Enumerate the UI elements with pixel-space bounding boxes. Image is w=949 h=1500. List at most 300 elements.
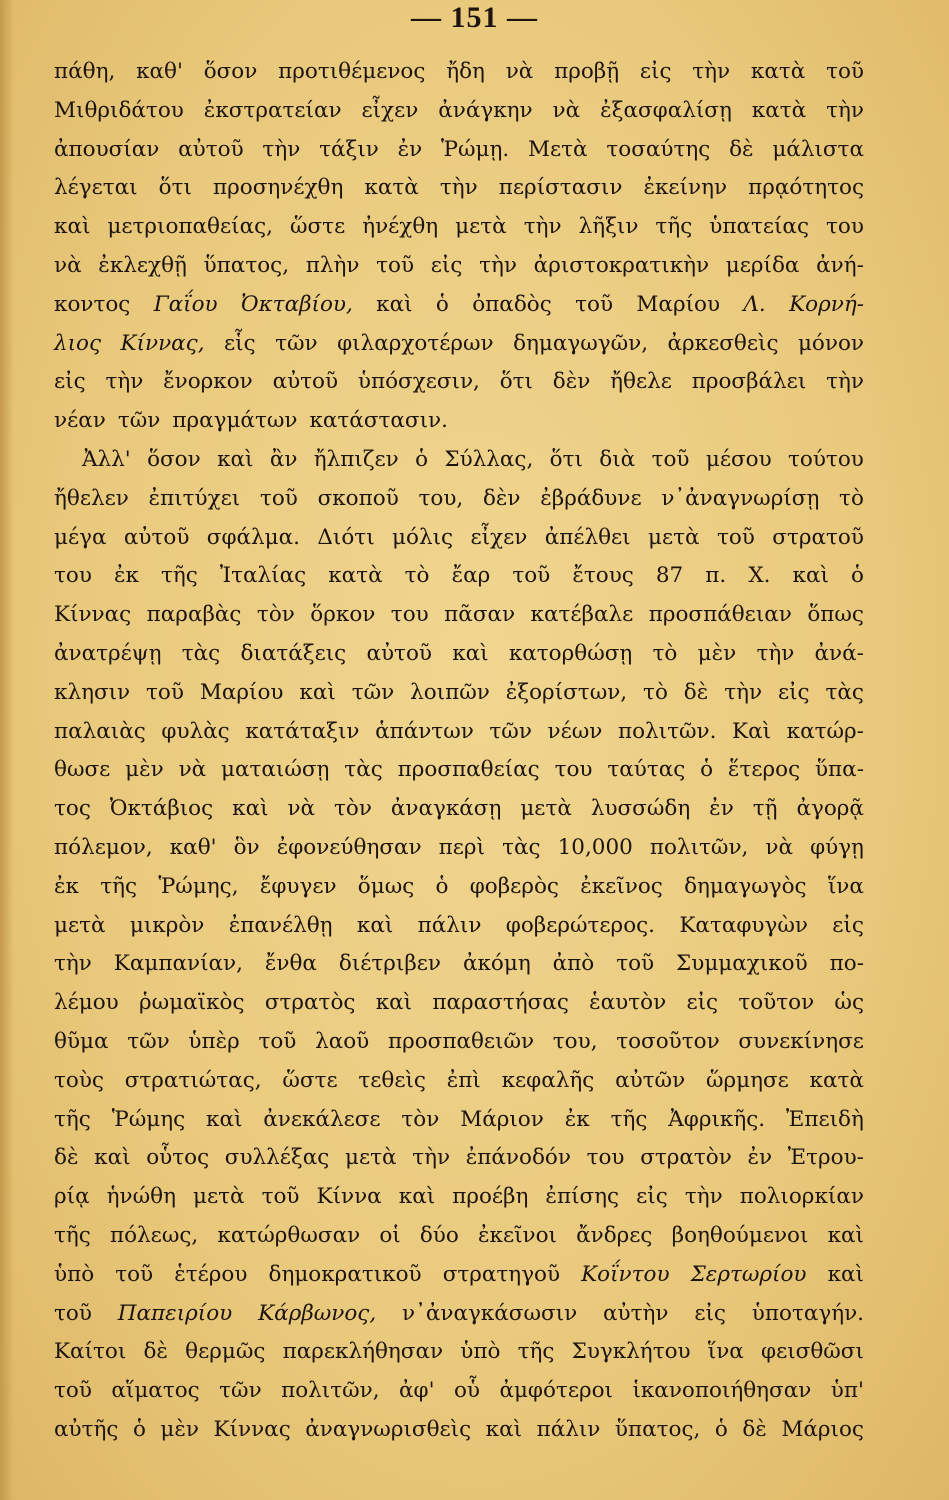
word: ὁ [435, 873, 449, 899]
text-line [54, 519, 864, 558]
text-line [54, 1372, 864, 1411]
word: μόλις [392, 524, 454, 550]
page-number: — 151 — [411, 1, 538, 34]
word: εἰς [430, 252, 463, 278]
word: τῶν [127, 1028, 170, 1054]
word: κατὰ [809, 1067, 864, 1093]
text-line [54, 286, 864, 325]
word: μετριοπαθείας, [107, 214, 273, 240]
text-line [54, 907, 864, 946]
word: ἔτους [572, 563, 634, 589]
word: μέγα [54, 524, 107, 550]
word: λυσσώδη [590, 796, 691, 822]
word: Ἀλλ' [82, 446, 131, 472]
word: ἐν [709, 796, 734, 822]
word: ἐκ [564, 1106, 590, 1132]
word: καὶ [356, 912, 394, 938]
word: μέσου [705, 446, 772, 472]
word: ἀναγνωρισθεὶς [305, 1416, 472, 1442]
text-line [54, 1101, 864, 1140]
word: εἷς [224, 330, 256, 356]
word: ὑπὸ [54, 1261, 95, 1287]
word: του, [418, 485, 464, 511]
word: τὸ [839, 485, 864, 511]
word: Μαρίου [636, 291, 721, 317]
word: τοσοῦτον [616, 1028, 720, 1054]
word: καὶ [485, 1416, 523, 1442]
word: πάλιν [536, 1416, 601, 1442]
word: κατὰ [328, 563, 383, 589]
word: τοῦ [54, 1300, 92, 1326]
word: τὴν [826, 369, 864, 395]
text-line [54, 635, 864, 674]
word: ἀγορᾷ [796, 796, 864, 822]
word: σκοποῦ [317, 485, 399, 511]
word: Χ. [748, 563, 771, 589]
word: τοῦ [826, 59, 864, 84]
word: Κοΐντου [581, 1261, 670, 1287]
word: διέτριβεν [338, 951, 442, 977]
word: Συμμαχικοῦ [676, 951, 808, 977]
word: ἐκεῖνος [580, 873, 663, 899]
word: Κορνή- [789, 291, 864, 317]
word: καὶ [54, 214, 91, 240]
word: του [54, 563, 92, 589]
word: νὰ [552, 97, 581, 123]
word: ἠνέχθη [362, 214, 439, 240]
word: αὐτοῦ [123, 524, 190, 550]
word: μὲν [697, 640, 737, 666]
word: μετὰ [345, 1145, 397, 1171]
word: π. [705, 563, 727, 589]
word: Συγκλήτου [571, 1339, 691, 1365]
word: τῇ [752, 796, 778, 822]
word: προτιθέμενος [278, 59, 426, 84]
word: ἐπάνοδόν [465, 1145, 571, 1171]
word: κατέβαλε [530, 602, 634, 628]
word: ὅσον [203, 59, 258, 84]
word: ἐπιτύχει [148, 485, 241, 511]
word: θωσε [54, 757, 111, 783]
word: τοσαύτης [606, 136, 711, 162]
word: Γαΐου [153, 291, 218, 317]
word: κατὰ [751, 97, 807, 123]
word: ὥρμησε [705, 1067, 789, 1093]
word: ὁ [700, 757, 714, 783]
word: ὁ [850, 563, 864, 589]
word: τῶν [275, 330, 318, 356]
text-line [54, 325, 864, 364]
word: συνεκίνησε [738, 1028, 864, 1054]
word: ἀφ' [399, 1378, 435, 1404]
word: Κίννα [316, 1184, 382, 1210]
text-line [54, 1217, 864, 1256]
word: τὴν [105, 369, 144, 395]
word: θερμῶς [185, 1339, 266, 1365]
word: ἑτέρου [174, 1261, 248, 1287]
word: ὑποταγήν. [751, 1300, 864, 1326]
word: τὰς [181, 640, 221, 666]
word: Διότι [317, 524, 375, 550]
word: οὗ [453, 1378, 480, 1404]
word: καὶ [217, 446, 254, 472]
word: καὶ [376, 291, 413, 317]
word: φύγῃ [810, 834, 864, 860]
word: λῆξιν [578, 214, 639, 240]
word: Ῥώμῃ. [441, 136, 510, 162]
word: τοῦ [512, 563, 551, 589]
word: ἄνδρες [576, 1222, 653, 1248]
word: τὴν [692, 59, 731, 84]
word: ν᾽ἀναγκάσωσιν [402, 1300, 578, 1326]
word: εἰς [686, 990, 719, 1016]
word: τὰς [825, 679, 864, 705]
word: αὐτῆς [54, 1416, 119, 1442]
word: δημοκρατικοῦ [268, 1261, 422, 1287]
text-line [54, 1178, 864, 1217]
word: προέβη [452, 1184, 529, 1210]
word: Μιθριδάτου [54, 97, 184, 123]
text-line [54, 1295, 864, 1334]
word: τῆς [610, 1106, 648, 1132]
word: ἀριστοκρατικὴν [533, 252, 710, 278]
word: τὴν [262, 136, 301, 162]
text-line [54, 984, 864, 1023]
word: ἀπουσίαν [54, 136, 160, 162]
word: πολιτῶν. [617, 718, 717, 744]
word: μετὰ [648, 524, 700, 550]
word: τὸν [334, 796, 372, 822]
word: Ἀφρικῆς. [668, 1106, 766, 1132]
word: μάλιστα [772, 136, 864, 162]
word: ἐκεῖνοι [477, 1222, 557, 1248]
word: τὴν [54, 951, 92, 977]
word: καθ' [169, 834, 217, 860]
word: ἕτερος [727, 757, 801, 783]
word: κατορθώσῃ [508, 640, 633, 666]
text-line [54, 53, 864, 92]
word: ὥστε [289, 214, 346, 240]
word: τὸ [404, 563, 430, 589]
word: τῆς [100, 873, 138, 899]
word: Καίτοι [54, 1339, 127, 1365]
word: ἐβράδυνε [540, 485, 642, 511]
word: τῶν [219, 1378, 262, 1404]
word: τοῦτον [738, 990, 815, 1016]
word: ὡς [834, 990, 864, 1016]
word: του [826, 214, 864, 240]
word: Κάρβωνος, [258, 1300, 377, 1326]
word: Σύλλας, [444, 446, 534, 472]
word: δύο [419, 1222, 459, 1248]
word: ὅπως [807, 602, 864, 628]
word: τὴν [756, 640, 795, 666]
text-line [54, 1139, 864, 1178]
word: λέγεται [54, 175, 138, 201]
word: τοῦ [146, 679, 184, 705]
word: ἤθελεν [54, 485, 129, 511]
word: φεισθῶσι [761, 1339, 864, 1365]
word: κοντος [54, 291, 131, 317]
word: Κίννας [213, 1416, 291, 1442]
word: προσπαθειῶν [387, 1028, 535, 1054]
word: εἰς [54, 369, 86, 395]
word: ἔφυγεν [259, 873, 337, 899]
word: ἤδη [446, 59, 485, 84]
word: Σερτωρίου [690, 1261, 807, 1287]
word: ἔνορκον [163, 369, 253, 395]
word: Ἐτρου- [787, 1145, 864, 1171]
word: ἐκστρατείαν [203, 97, 342, 123]
word: τάξιν [319, 136, 379, 162]
word: ἐφονεύθησαν [276, 834, 422, 860]
word: ὅτι [549, 446, 583, 472]
word: τοῦ [616, 951, 655, 977]
word: στρατοῦ [772, 524, 864, 550]
word: καθ' [136, 59, 183, 84]
word: ὁ [132, 1416, 146, 1442]
text-line [54, 1062, 864, 1101]
word: δὲ [729, 136, 754, 162]
word: τοὺς [54, 1067, 104, 1093]
word: τῆς [655, 214, 693, 240]
word: καὶ [452, 640, 489, 666]
word: του [554, 757, 593, 783]
word: καὶ [398, 1184, 436, 1210]
word: περὶ [438, 834, 485, 860]
word: νέαν [54, 408, 106, 434]
word: ἐκ [113, 563, 139, 589]
word: ὅρκον [310, 602, 376, 628]
word: τὴν [479, 252, 517, 278]
text-line [54, 751, 864, 790]
word: ἐκείνην [643, 175, 728, 201]
body-text [54, 53, 864, 1450]
word: ὑπατείας [709, 214, 809, 240]
word: κατώρ- [786, 718, 864, 744]
word: τὰς [344, 757, 383, 783]
word: εἶχεν [470, 524, 528, 550]
word: τῆς [54, 1106, 91, 1132]
word: ῥωμαϊκὸς [139, 990, 245, 1016]
word: Ἐπειδὴ [786, 1106, 864, 1132]
word: πᾶσαν [444, 602, 516, 628]
text-line [54, 1411, 864, 1450]
word: δὲν [552, 369, 591, 395]
word: κατὰ [364, 175, 419, 201]
word: ἐν [747, 1145, 773, 1171]
word: Καὶ [732, 718, 772, 744]
word: νὰ [505, 59, 534, 84]
word: φοβερώτερος. [505, 912, 656, 938]
word: προσηνέχθη [213, 175, 344, 201]
word: τούτου [788, 446, 864, 472]
word: προβῇ [554, 59, 620, 84]
word: τοῦ [716, 524, 755, 550]
word: αὐτῶν [615, 1067, 686, 1093]
word: ὀπαδὸς [472, 291, 552, 317]
word: τοῦ [54, 1378, 92, 1404]
word: κατώρθωσαν [217, 1222, 361, 1248]
word: περίστασιν [498, 175, 623, 201]
word: δὲ [683, 679, 709, 705]
word: Λ. [743, 291, 766, 317]
word: διὰ [599, 446, 636, 472]
word: ἀπὸ [552, 951, 595, 977]
word: προσπαθείας [397, 757, 540, 783]
word: καὶ [827, 1261, 864, 1287]
word: ἀκόμη [462, 951, 531, 977]
word: ὁ [714, 1416, 728, 1442]
page-edge-shadow [0, 0, 14, 1500]
text-line [54, 596, 864, 635]
word: αὐτὴν [603, 1300, 669, 1326]
text-line [54, 1023, 864, 1062]
word: Καταφυγὼν [679, 912, 808, 938]
word: τῶν [351, 679, 395, 705]
word: ἀνατρέψῃ [54, 640, 162, 666]
word: τῆς [161, 563, 198, 589]
word: αἵματος [111, 1378, 200, 1404]
word: ἐξορίστων, [505, 679, 628, 705]
word: διατάξεις [240, 640, 347, 666]
word: πολιτῶν, [281, 1378, 380, 1404]
word: τος [54, 796, 91, 822]
word: ὕπα- [814, 757, 864, 783]
word: ἐκλεχθῇ [98, 252, 187, 278]
word: ἐπίσης [545, 1184, 620, 1210]
word: βοηθούμενοι [671, 1222, 809, 1248]
word: παρεκλήθησαν [282, 1339, 444, 1365]
word: ἂν [269, 446, 298, 472]
text-line [54, 402, 864, 441]
word: τῶν [117, 408, 161, 434]
word: μετὰ [520, 796, 572, 822]
word: ἤθελε [610, 369, 672, 395]
word: πάλιν [417, 912, 482, 938]
word: Κίννας, [120, 330, 205, 356]
word: τὴν [826, 97, 864, 123]
word: ἐν [397, 136, 423, 162]
word: εἰς [694, 1300, 726, 1326]
word: εἶχεν [361, 97, 419, 123]
word: πόλεως, [109, 1222, 199, 1248]
word: τῆς [517, 1339, 555, 1365]
word: ταύτας [607, 757, 686, 783]
word: νὰ [54, 252, 82, 278]
word: παραβὰς [146, 602, 242, 628]
word: ὁ [415, 446, 429, 472]
word: Ἰταλίας [219, 563, 307, 589]
text-line [54, 208, 864, 247]
word: οἱ [379, 1222, 401, 1248]
word: αὐτοῦ [366, 640, 432, 666]
word: ἀρκεσθεὶς [667, 330, 779, 356]
word: μὲν [160, 1416, 200, 1442]
word: λιος [54, 330, 102, 356]
word: αὐτοῦ [272, 369, 339, 395]
word: ἐπὶ [446, 1067, 481, 1093]
word: προσβάλει [691, 369, 807, 395]
text-line [54, 169, 864, 208]
word: ὃν [233, 834, 260, 860]
word: ἡνώθη [106, 1184, 176, 1210]
word: μικρὸν [129, 912, 205, 938]
text-line [54, 868, 864, 907]
word: ἐκ [54, 873, 79, 899]
word: τοῦ [258, 1028, 297, 1054]
word: ὅτι [499, 369, 533, 395]
word: τὴν [523, 214, 562, 240]
word: Μετὰ [528, 136, 588, 162]
word: φοβερὸς [469, 873, 559, 899]
word: ἀνεκάλεσε [263, 1106, 381, 1132]
word: στρατὸς [264, 990, 356, 1016]
word: τῆς [54, 1222, 91, 1248]
word: ἐπανέλθῃ [228, 912, 333, 938]
word: κλησιν [54, 679, 131, 705]
word: τοῦ [115, 1261, 154, 1287]
word: δὲν [482, 485, 521, 511]
word: ὁ [435, 291, 449, 317]
word: τὸν [401, 1106, 440, 1132]
word: νέων [547, 718, 603, 744]
word: ἀνή- [816, 252, 864, 278]
word: ὑπὸ [460, 1339, 501, 1365]
word: Ῥώμης, [158, 873, 239, 899]
word: ὅσον [147, 446, 201, 472]
word: τῶν [489, 718, 532, 744]
word: ρίᾳ [54, 1184, 90, 1210]
word: Ὀκταβίου, [240, 291, 353, 317]
word: ἱκανοποιήθησαν [632, 1378, 812, 1404]
word: οὗτος [146, 1145, 210, 1171]
text-line [54, 363, 864, 402]
word: ὑπόσχεσιν, [357, 369, 480, 395]
word: κατὰ [750, 59, 806, 84]
word: καὶ [232, 796, 269, 822]
word: ἀναγκάσῃ [390, 796, 502, 822]
text-line [54, 829, 864, 868]
word: κεφαλῆς [501, 1067, 595, 1093]
word: καὶ [94, 1145, 131, 1171]
word: στρατηγοῦ [442, 1261, 561, 1287]
word: ὅμως [357, 873, 415, 899]
word: στρατὸν [640, 1145, 732, 1171]
word: ἤλπιζεν [313, 446, 399, 472]
word: μὲν [125, 757, 164, 783]
word: ἐξασφαλίσῃ [600, 97, 732, 123]
word: προσπάθειαν [648, 602, 792, 628]
word: πρᾳότητος [748, 175, 864, 201]
word: τὴν [684, 1184, 723, 1210]
word: ἔαρ [451, 563, 491, 589]
word: παραστήσας [432, 990, 569, 1016]
word: τοῦ [259, 485, 298, 511]
word: νὰ [287, 796, 316, 822]
word: ὕπατος, [614, 1416, 701, 1442]
word: συλλέξας [224, 1145, 330, 1171]
word: ὕπατος, [203, 252, 290, 278]
word: τοῦ [575, 291, 614, 317]
word: Καμπανίαν, [113, 951, 243, 977]
word: του [586, 1145, 625, 1171]
word: στρατιώτας, [124, 1067, 262, 1093]
word: δημαγωγὸς [684, 873, 807, 899]
word: πολιορκίαν [739, 1184, 864, 1210]
word: ματαιώσῃ [221, 757, 330, 783]
word: λαοῦ [315, 1028, 370, 1054]
